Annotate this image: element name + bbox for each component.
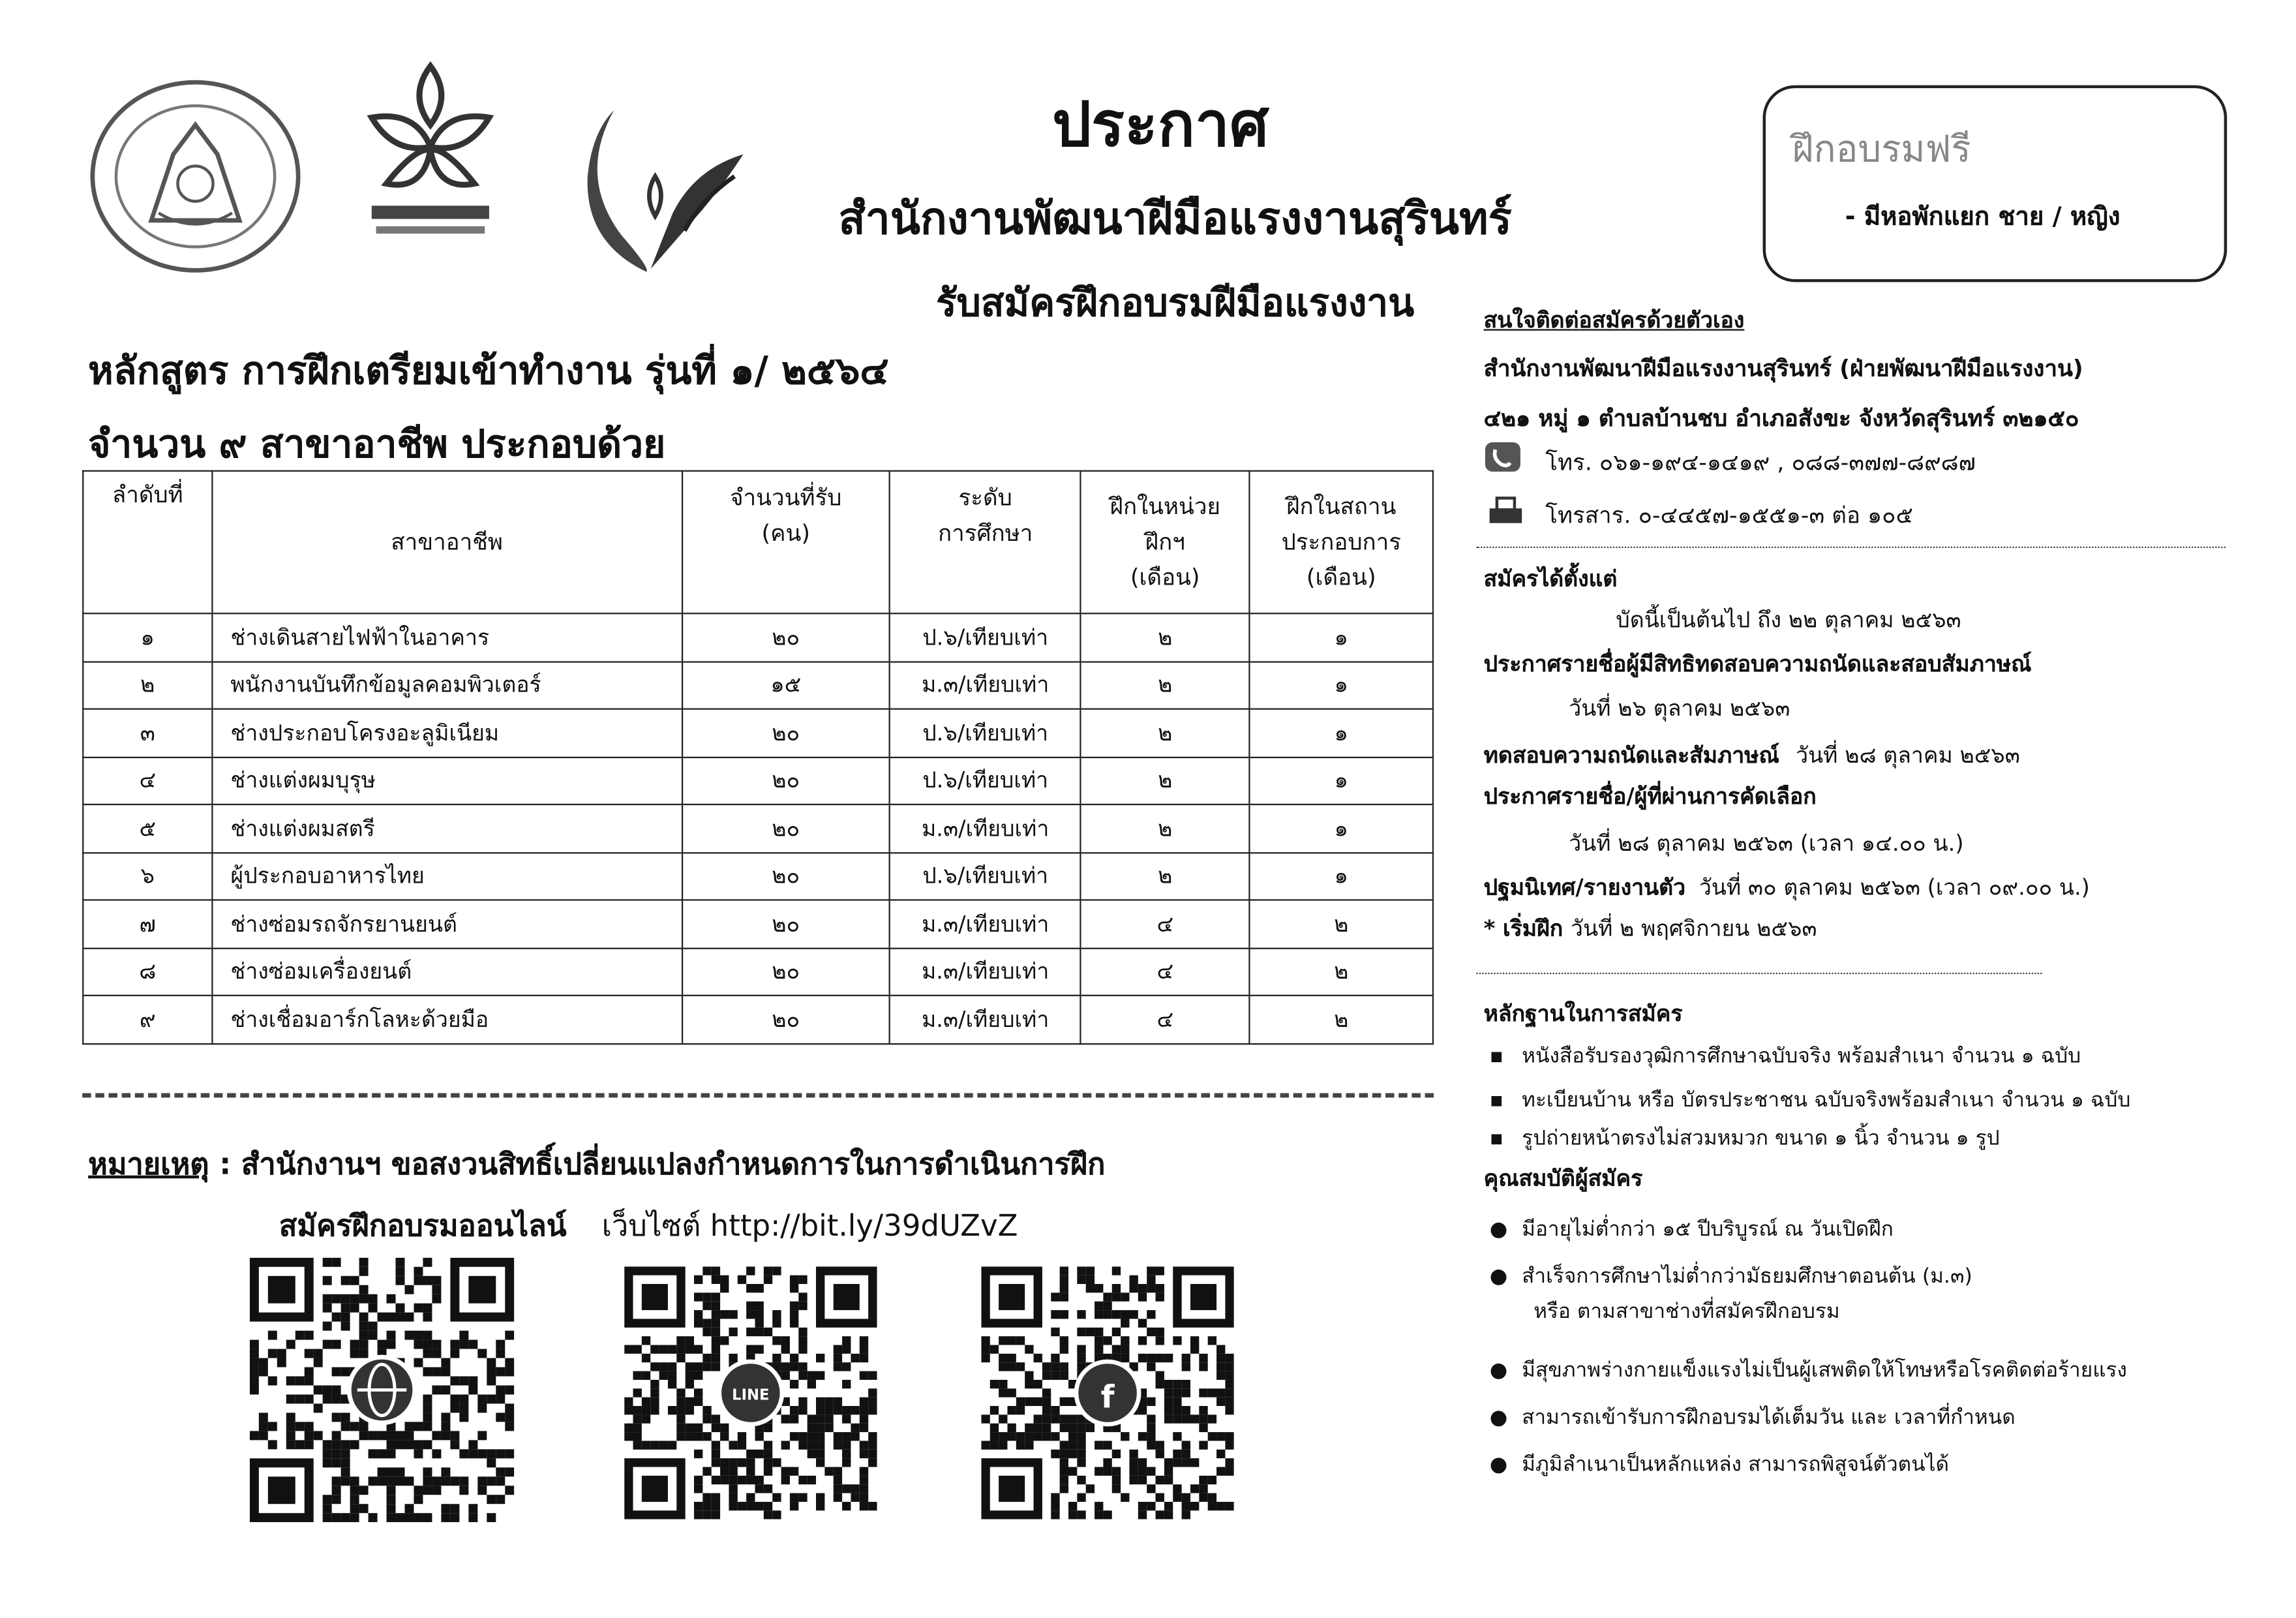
announcement-title: ประกาศ <box>1052 88 1269 160</box>
apply-date: บัดนี้เป็นต้นไป ถึง ๒๒ ตุลาคม ๒๕๖๓ <box>1616 607 1961 633</box>
row-seats: ๒๐ <box>682 709 890 757</box>
row-workplace-months: ๑ <box>1250 804 1433 852</box>
qr-code[interactable] <box>981 1266 1233 1519</box>
table-row <box>83 661 1433 709</box>
start-date: วันที่ ๒ พฤศจิกายน ๒๕๖๓ <box>1571 915 1817 942</box>
row-level: ม.๓/เทียบเท่า <box>890 900 1080 947</box>
contact-address: ๔๒๑ หมู่ ๑ ตำบลบ้านชบ อำเภอสังขะ จังหวัดสุรินทร์ ๓๒๑๕๐ <box>1483 405 2079 433</box>
row-no: ๙ <box>83 996 212 1043</box>
skill-development-logo <box>350 59 511 243</box>
row-level: ม.๓/เทียบเท่า <box>890 804 1080 852</box>
row-unit-months: ๒ <box>1081 709 1250 757</box>
online-registration <box>279 1202 1018 1249</box>
row-level: ม.๓/เทียบเท่า <box>890 948 1080 996</box>
table-row <box>83 852 1433 900</box>
row-program: ช่างซ่อมเครื่องยนต์ <box>212 948 682 996</box>
round-bullet-icon: ● <box>1489 1406 1508 1430</box>
contact-fax: โทรสาร. ๐-๔๔๕๗-๑๕๕๑-๓ ต่อ ๑๐๕ <box>1545 502 1913 529</box>
phone-icon <box>1484 441 1522 474</box>
table-row <box>83 948 1433 996</box>
free-training-box <box>1763 85 2228 282</box>
row-no: ๕ <box>83 804 212 852</box>
svg-text:f: f <box>1100 1379 1115 1416</box>
round-bullet-icon: ● <box>1489 1217 1508 1242</box>
announce-label: ประกาศรายชื่อผู้มีสิทธิทดสอบความถนัดและสอบสัมภาษณ์ <box>1483 650 2032 678</box>
document-text: หนังสือรับรองวุฒิการศึกษาฉบับจริง พร้อมสำเนา จำนวน ๑ ฉบับ <box>1522 1045 2081 1069</box>
row-program: พนักงานบันทึกข้อมูลคอมพิวเตอร์ <box>212 661 682 709</box>
row-level: ป.๖/เทียบเท่า <box>890 613 1080 661</box>
section-divider <box>82 1093 1434 1098</box>
row-workplace-months: ๑ <box>1250 661 1433 709</box>
qr-code[interactable] <box>624 1266 877 1519</box>
row-program: ช่างซ่อมรถจักรยานยนต์ <box>212 900 682 947</box>
document-text: ทะเบียนบ้าน หรือ บัตรประชาชน ฉบับจริงพร้อมสำเนา จำนวน ๑ ฉบับ <box>1522 1088 2131 1112</box>
result-label: ประกาศรายชื่อ/ผู้ที่ผ่านการคัดเลือก <box>1483 783 1817 810</box>
row-seats: ๒๐ <box>682 757 890 804</box>
course-title: หลักสูตร การฝึกเตรียมเข้าทำงาน รุ่นที่ ๑/ ๒๕๖๔ <box>88 349 889 394</box>
square-bullet-icon: ▪ <box>1489 1127 1504 1151</box>
row-seats: ๒๐ <box>682 613 890 661</box>
svg-text:LINE: LINE <box>732 1386 770 1404</box>
row-workplace-months: ๑ <box>1250 613 1433 661</box>
remark-text: : สำนักงานฯ ขอสงวนสิทธิ์เปลี่ยนแปลงกำหนดการในการดำเนินการฝึก <box>209 1146 1106 1182</box>
row-seats: ๒๐ <box>682 804 890 852</box>
remark-label: หมายเหตุ <box>88 1146 209 1182</box>
header-seats: จำนวนที่รับ (คน) <box>682 471 890 613</box>
row-program: ผู้ประกอบอาหารไทย <box>212 852 682 900</box>
orientation-row <box>1484 870 2090 905</box>
online-label: สมัครฝึกอบรมออนไลน์ <box>279 1208 567 1244</box>
programs-table <box>82 470 1434 1044</box>
row-level: ป.๖/เทียบเท่า <box>890 709 1080 757</box>
qualification-item <box>1490 1260 1972 1293</box>
document-item <box>1490 1040 2081 1073</box>
qualification-text: มีสุขภาพร่างกายแข็งแรงไม่เป็นผู้เสพติดให้โทษหรือโรคติดต่อร้ายแรง <box>1522 1359 2127 1383</box>
row-no: ๗ <box>83 900 212 947</box>
table-row <box>83 996 1433 1043</box>
header-no: ลำดับที่ <box>83 471 212 613</box>
qualification-text: สามารถเข้ารับการฝึกอบรมได้เต็มวัน และ เวลาที่กำหนด <box>1522 1406 2016 1430</box>
row-level: ป.๖/เทียบเท่า <box>890 852 1080 900</box>
table-row <box>83 757 1433 804</box>
row-workplace-months: ๒ <box>1250 948 1433 996</box>
recruitment-subtitle: รับสมัครฝึกอบรมฝีมือแรงงาน <box>936 282 1415 326</box>
qr-code[interactable] <box>250 1258 514 1522</box>
row-unit-months: ๔ <box>1081 948 1250 996</box>
row-level: ม.๓/เทียบเท่า <box>890 661 1080 709</box>
header-level: ระดับ การศึกษา <box>890 471 1080 613</box>
qualifications-heading: คุณสมบัติผู้สมัคร <box>1483 1165 1643 1192</box>
row-no: ๑ <box>83 613 212 661</box>
row-seats: ๒๐ <box>682 996 890 1043</box>
row-no: ๘ <box>83 948 212 996</box>
department-seal-logo <box>85 74 306 279</box>
row-workplace-months: ๑ <box>1250 709 1433 757</box>
fax-icon <box>1487 494 1525 527</box>
table-row <box>83 709 1433 757</box>
row-seats: ๒๐ <box>682 948 890 996</box>
document-item <box>1490 1084 2131 1117</box>
table-row <box>83 804 1433 852</box>
row-workplace-months: ๒ <box>1250 996 1433 1043</box>
test-date: วันที่ ๒๘ ตุลาคม ๒๕๖๓ <box>1796 742 2020 769</box>
globe-icon <box>349 1357 415 1423</box>
ministry-logo <box>570 95 746 279</box>
apply-label: สมัครได้ตั้งแต่ <box>1483 566 1618 592</box>
row-seats: ๑๕ <box>682 661 890 709</box>
dormitory-note: - มีหอพักแยก ชาย / หญิง <box>1845 202 2121 232</box>
qualification-item <box>1490 1449 1949 1482</box>
start-row <box>1484 911 1817 946</box>
documents-heading: หลักฐานในการสมัคร <box>1483 1000 1683 1028</box>
table-row <box>83 900 1433 947</box>
row-program: ช่างแต่งผมสตรี <box>212 804 682 852</box>
qualification-2-extra: หรือ ตามสาขาช่างที่สมัครฝึกอบรม <box>1533 1300 1840 1324</box>
round-bullet-icon: ● <box>1489 1265 1508 1289</box>
round-bullet-icon: ● <box>1489 1359 1508 1383</box>
row-workplace-months: ๑ <box>1250 852 1433 900</box>
row-unit-months: ๔ <box>1081 996 1250 1043</box>
qualification-item <box>1490 1354 2127 1387</box>
start-label: * เริ่มฝึก <box>1483 915 1563 942</box>
qualification-text: สำเร็จการศึกษาไม่ต่ำกว่ามัธยมศึกษาตอนต้น (ม.๓) <box>1522 1265 1972 1289</box>
contact-separator <box>1476 547 2226 548</box>
row-level: ป.๖/เทียบเท่า <box>890 757 1080 804</box>
header-workplace-training: ฝึกในสถาน ประกอบการ (เดือน) <box>1250 471 1433 613</box>
table-header-row <box>83 471 1433 613</box>
row-program: ช่างเชื่อมอาร์กโลหะด้วยมือ <box>212 996 682 1043</box>
announce-date: วันที่ ๒๖ ตุลาคม ๒๕๖๓ <box>1569 695 1790 722</box>
row-no: ๓ <box>83 709 212 757</box>
row-no: ๒ <box>83 661 212 709</box>
remark <box>88 1140 1105 1187</box>
office-name: สำนักงานพัฒนาฝีมือแรงงานสุรินทร์ <box>838 194 1512 246</box>
header-program: สาขาอาชีพ <box>212 471 682 613</box>
square-bullet-icon: ▪ <box>1489 1088 1504 1112</box>
qualification-text: มีภูมิลำเนาเป็นหลักแหล่ง สามารถพิสูจน์ตัวตนได้ <box>1522 1453 1950 1477</box>
document-text: รูปถ่ายหน้าตรงไม่สวมหมวก ขนาด ๑ นิ้ว จำนวน ๑ รูป <box>1522 1127 2000 1151</box>
result-date: วันที่ ๒๘ ตุลาคม ๒๕๖๓ (เวลา ๑๔.๐๐ น.) <box>1569 830 1964 857</box>
qualification-item <box>1490 1214 1894 1246</box>
program-count: จำนวน ๙ สาขาอาชีพ ประกอบด้วย <box>88 423 666 468</box>
row-unit-months: ๒ <box>1081 804 1250 852</box>
website-link[interactable]: เว็บไซต์ http://bit.ly/39dUZvZ <box>601 1208 1018 1244</box>
contact-office: สำนักงานพัฒนาฝีมือแรงงานสุรินทร์ (ฝ่ายพัฒนาฝีมือแรงงาน) <box>1483 356 2083 382</box>
header-unit-training: ฝึกในหน่วย ฝึกฯ (เดือน) <box>1081 471 1250 613</box>
orientation-date: วันที่ ๓๐ ตุลาคม ๒๕๖๓ (เวลา ๐๙.๐๐ น.) <box>1699 874 2090 901</box>
row-program: ช่างเดินสายไฟฟ้าในอาคาร <box>212 613 682 661</box>
qualification-item <box>1490 1402 2016 1435</box>
test-row <box>1484 738 2020 773</box>
row-program: ช่างแต่งผมบุรุษ <box>212 757 682 804</box>
row-unit-months: ๒ <box>1081 613 1250 661</box>
schedule-separator <box>1476 973 2042 974</box>
row-program: ช่างประกอบโครงอะลูมิเนียม <box>212 709 682 757</box>
contact-heading: สนใจติดต่อสมัครด้วยตัวเอง <box>1483 307 1745 334</box>
line-icon <box>719 1362 782 1424</box>
document-item <box>1490 1123 2000 1155</box>
row-unit-months: ๒ <box>1081 852 1250 900</box>
contact-phone: โทร. ๐๖๑-๑๙๔-๑๔๑๙ , ๐๘๘-๓๗๗-๘๙๘๗ <box>1545 450 1976 476</box>
facebook-icon <box>1076 1362 1139 1424</box>
square-bullet-icon: ▪ <box>1489 1045 1504 1069</box>
qualification-text: มีอายุไม่ต่ำกว่า ๑๕ ปีบริบูรณ์ ณ วันเปิดฝึก <box>1522 1217 1894 1242</box>
table-row <box>83 613 1433 661</box>
row-workplace-months: ๑ <box>1250 757 1433 804</box>
row-unit-months: ๒ <box>1081 757 1250 804</box>
row-seats: ๒๐ <box>682 900 890 947</box>
row-no: ๔ <box>83 757 212 804</box>
row-workplace-months: ๒ <box>1250 900 1433 947</box>
row-unit-months: ๒ <box>1081 661 1250 709</box>
free-training-label: ฝึกอบรมฟรี <box>1792 127 1971 171</box>
row-seats: ๒๐ <box>682 852 890 900</box>
round-bullet-icon: ● <box>1489 1453 1508 1477</box>
row-unit-months: ๔ <box>1081 900 1250 947</box>
row-no: ๖ <box>83 852 212 900</box>
test-label: ทดสอบความถนัดและสัมภาษณ์ <box>1483 742 1779 769</box>
row-level: ม.๓/เทียบเท่า <box>890 996 1080 1043</box>
orientation-label: ปฐมนิเทศ/รายงานตัว <box>1483 874 1686 901</box>
